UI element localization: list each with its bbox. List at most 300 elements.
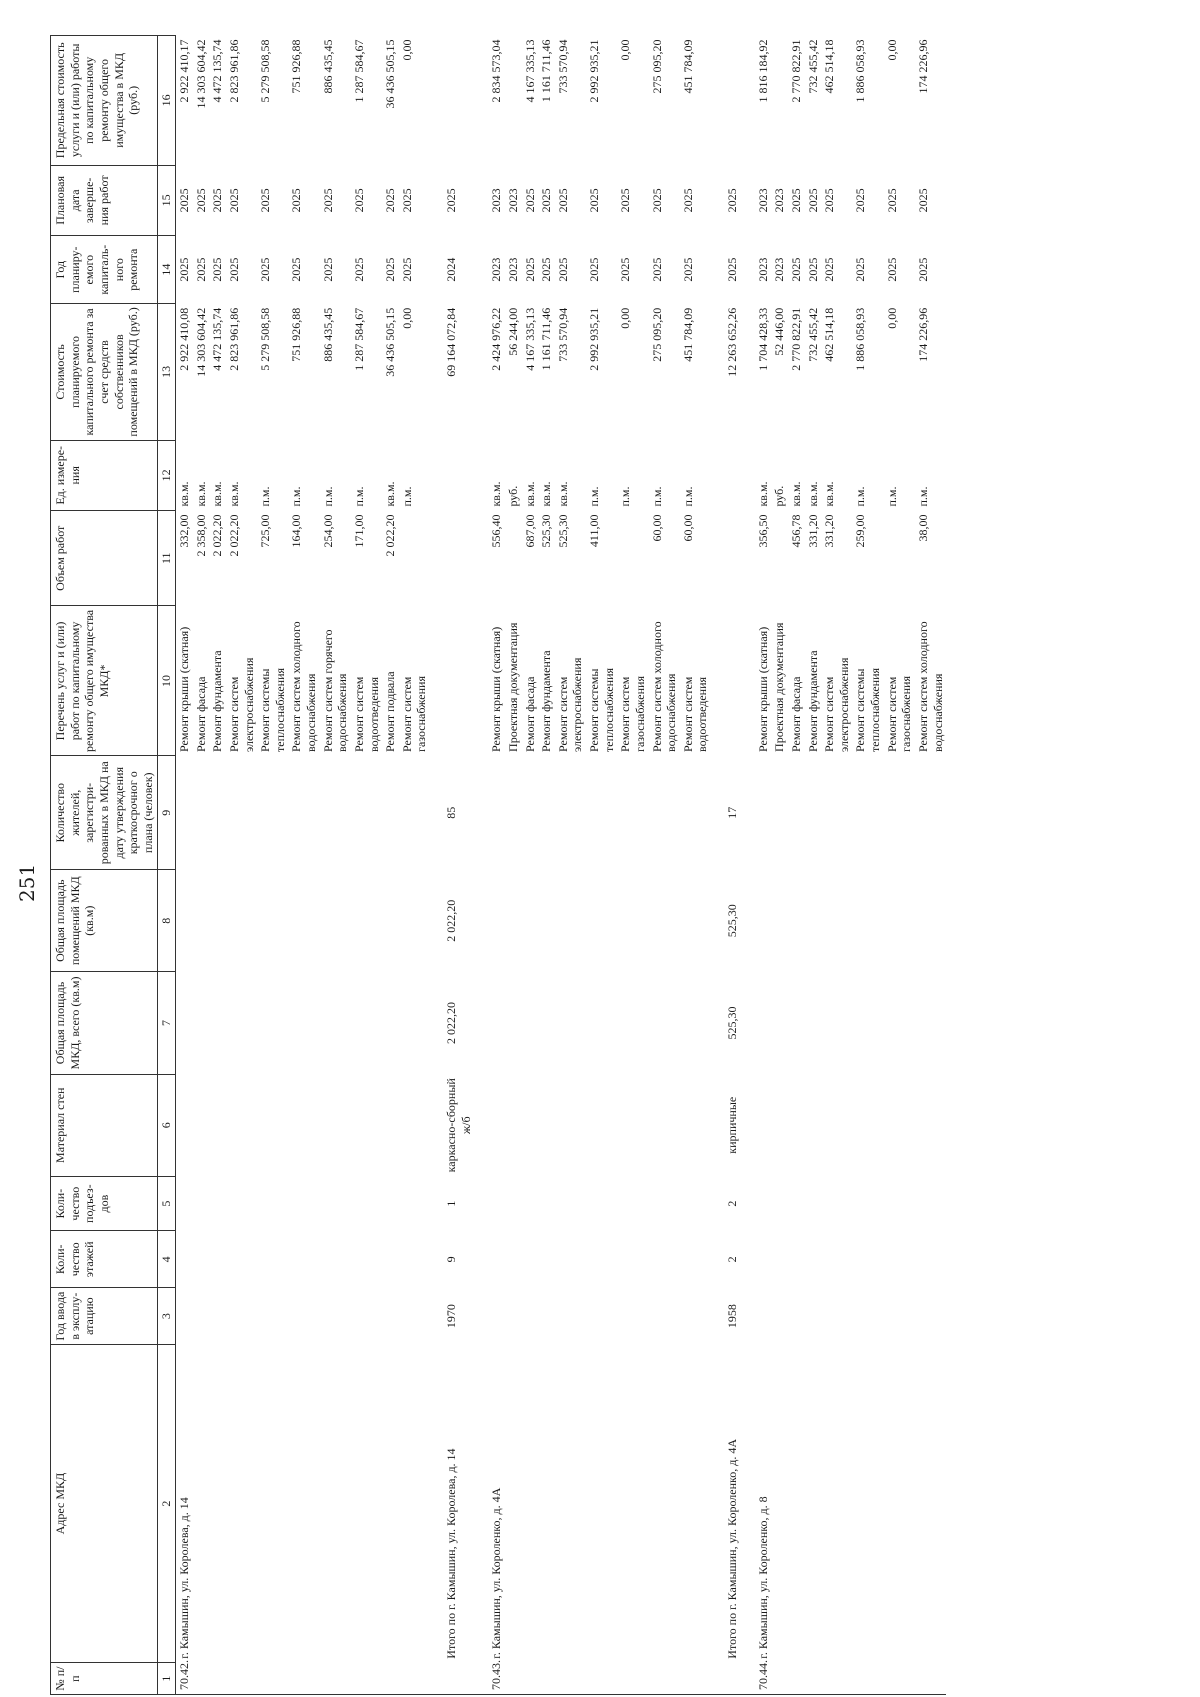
work-row	[915, 36, 946, 1695]
work-end: 2025	[822, 188, 837, 213]
work-name: Ремонт фасада	[788, 676, 803, 752]
work-volume: 2 022,20	[210, 514, 225, 557]
empty-cell	[193, 1074, 210, 1176]
row-number	[193, 1663, 210, 1695]
work-limit: 14 303 604,42	[193, 39, 208, 109]
work-limit	[505, 36, 522, 166]
address: г. Камышин, ул. Короленко, д. 4А	[489, 1487, 504, 1659]
empty-cell	[351, 1231, 382, 1288]
area-total: 525,30	[725, 1006, 739, 1040]
work-limit: 732 455,42	[805, 39, 820, 94]
work-volume: 725,00	[258, 514, 273, 548]
work-year: 2025	[226, 257, 241, 282]
work-cost: 36 436 505,15	[383, 307, 398, 377]
row-number	[788, 1663, 805, 1695]
work-row	[382, 36, 399, 1695]
empty-cell	[488, 1074, 505, 1176]
column-header: Объем работ	[51, 511, 158, 606]
spacer-cell	[474, 1345, 488, 1663]
empty-cell	[505, 1231, 522, 1288]
row-number	[382, 1663, 399, 1695]
rotated-page	[50, 35, 1190, 1695]
work-limit: 1 161 711,46	[539, 39, 554, 103]
spacer-cell	[741, 1345, 755, 1663]
empty-cell	[351, 1176, 382, 1231]
empty-cell	[788, 1231, 805, 1288]
work-unit: п.м.	[649, 486, 664, 507]
address	[852, 1345, 883, 1663]
work-end: 2025	[320, 188, 335, 213]
empty-cell	[505, 1176, 522, 1231]
work-volume: 556,40	[489, 514, 504, 548]
spacer-row	[741, 36, 755, 1695]
empty-cell	[257, 870, 288, 972]
work-unit: п.м.	[587, 486, 601, 507]
total-year: 2024	[444, 257, 458, 282]
column-header: Плановая дата заверше-ния работ	[51, 165, 158, 235]
work-volume: 2 022,20	[383, 514, 398, 557]
empty-cell	[226, 1288, 257, 1345]
work-year: 2023	[772, 257, 787, 282]
spacer-cell	[474, 236, 488, 304]
empty-cell	[884, 870, 915, 972]
work-volume: 259,00	[853, 514, 868, 548]
empty-cell	[488, 1176, 505, 1231]
empty-cell	[805, 1231, 822, 1288]
row-number	[805, 1663, 822, 1695]
work-unit: кв.м.	[555, 481, 570, 507]
empty-cell	[852, 1176, 883, 1231]
row-number	[288, 1663, 319, 1695]
work-cost: 174 226,96	[915, 307, 930, 362]
address	[884, 1345, 915, 1663]
work-limit: 0,00	[618, 39, 633, 61]
empty-cell	[288, 1231, 319, 1288]
spacer-cell	[741, 870, 755, 972]
empty-cell	[430, 1663, 474, 1695]
address	[788, 1345, 805, 1663]
empty-cell	[821, 870, 852, 972]
work-year: 2025	[210, 257, 225, 282]
row-number	[884, 1663, 915, 1695]
spacer-row	[474, 36, 488, 1695]
empty-cell	[771, 870, 788, 972]
work-year: 2025	[522, 257, 537, 282]
empty-cell	[399, 1288, 430, 1345]
work-year: 2025	[915, 257, 930, 282]
empty-cell	[522, 1288, 539, 1345]
empty-cell	[505, 1288, 522, 1345]
empty-cell	[382, 1231, 399, 1288]
empty-cell	[320, 1288, 351, 1345]
empty-cell	[399, 870, 430, 972]
empty-cell	[884, 1176, 915, 1231]
empty-cell	[193, 756, 210, 870]
work-name: Ремонт крыши (скатная)	[755, 626, 770, 752]
empty-cell	[351, 972, 382, 1074]
total-cost: 12 263 652,26	[725, 307, 739, 377]
work-unit: п.м.	[399, 486, 414, 507]
empty-cell	[788, 1074, 805, 1176]
work-cost: 4 472 135,74	[210, 307, 225, 371]
work-name: Ремонт системы теплоснабжения	[587, 667, 616, 752]
empty-cell	[288, 1176, 319, 1231]
work-limit: 1 886 058,93	[853, 39, 868, 103]
empty-cell	[680, 1231, 711, 1288]
work-unit: кв.м.	[177, 481, 191, 507]
column-header: Коли-чество этажей	[51, 1231, 158, 1288]
work-limit: 451 784,09	[680, 39, 695, 94]
work-cost: 56 244,00	[505, 307, 520, 356]
address	[522, 1345, 539, 1663]
work-unit: кв.м.	[522, 481, 537, 507]
empty-cell	[382, 972, 399, 1074]
spacer-cell	[474, 1663, 488, 1695]
year-built: 1958	[725, 1304, 739, 1329]
spacer-cell	[474, 36, 488, 166]
empty-cell	[320, 1074, 351, 1176]
empty-cell	[852, 1288, 883, 1345]
empty-cell	[538, 1176, 555, 1231]
work-name: Ремонт крыши (скатная)	[489, 626, 504, 752]
empty-cell	[649, 756, 680, 870]
work-volume: 332,00	[177, 514, 191, 548]
column-header: Год планиру-емого капиталь-ного ремонта	[51, 236, 158, 304]
empty-cell	[320, 972, 351, 1074]
empty-cell	[680, 1074, 711, 1176]
empty-cell	[351, 1288, 382, 1345]
work-name: Ремонт систем газоснабжения	[884, 676, 914, 752]
work-year: 2023	[755, 257, 770, 282]
column-header: Количество жителей, зарегистри-рованных в МКД на дату утверждения краткосрочног о плана (человек)	[51, 756, 158, 870]
empty-cell	[538, 1074, 555, 1176]
address: г. Камышин, ул. Королева, д. 14	[177, 1497, 191, 1659]
empty-cell	[755, 1288, 772, 1345]
work-year: 2023	[505, 257, 520, 282]
spacer-cell	[741, 304, 755, 440]
empty-cell	[555, 1176, 586, 1231]
work-volume: 60,00	[680, 514, 695, 542]
empty-cell	[226, 1176, 257, 1231]
empty-cell	[915, 1231, 946, 1288]
column-number: 2	[158, 1345, 176, 1663]
work-row	[505, 36, 522, 1695]
work-year: 2025	[680, 257, 695, 282]
empty-cell	[505, 756, 522, 870]
spacer-cell	[474, 1231, 488, 1288]
empty-cell	[555, 1288, 586, 1345]
work-year: 2025	[805, 257, 820, 282]
work-year: 2025	[822, 257, 837, 282]
work-row	[288, 36, 319, 1695]
work-unit: кв.м.	[193, 481, 208, 507]
column-header: Общая площадь помещений МКД (кв.м)	[51, 870, 158, 972]
work-volume: 456,78	[788, 514, 803, 548]
work-end: 2025	[351, 188, 366, 213]
empty-cell	[399, 756, 430, 870]
work-row	[884, 36, 915, 1695]
empty-cell	[505, 870, 522, 972]
work-end: 2025	[618, 188, 633, 213]
empty-cell	[915, 870, 946, 972]
empty-cell	[771, 756, 788, 870]
empty-cell	[586, 1231, 617, 1288]
empty-cell	[176, 1074, 193, 1176]
empty-cell	[915, 1176, 946, 1231]
empty-cell	[351, 1074, 382, 1176]
row-number	[351, 1663, 382, 1695]
work-cost: 2 922 410,08	[177, 307, 191, 371]
empty-cell	[805, 1074, 822, 1176]
column-header: Общая площадь МКД, всего (кв.м)	[51, 972, 158, 1074]
work-limit: 733 570,94	[555, 39, 570, 94]
work-unit: п.м.	[351, 486, 366, 507]
row-number	[617, 1663, 648, 1695]
work-volume	[617, 511, 648, 606]
work-cost: 1 287 584,67	[351, 307, 366, 371]
work-year: 2025	[193, 257, 208, 282]
work-unit: руб.	[772, 485, 787, 507]
empty-cell	[788, 870, 805, 972]
address	[680, 1345, 711, 1663]
column-number: 9	[158, 756, 176, 870]
work-year: 2025	[587, 257, 601, 282]
empty-cell	[884, 1288, 915, 1345]
address	[821, 1345, 852, 1663]
row-number	[209, 1663, 226, 1695]
total-label: Итого по г. Камышин, ул. Королева, д. 14	[444, 1448, 458, 1659]
work-cost: 52 446,00	[772, 307, 787, 356]
work-volume: 164,00	[289, 514, 304, 548]
empty-cell	[351, 870, 382, 972]
entrances: 2	[725, 1200, 739, 1207]
empty-cell	[505, 1074, 522, 1176]
work-unit: кв.м.	[539, 481, 554, 507]
work-limit: 2 834 573,04	[489, 39, 504, 103]
work-volume	[884, 511, 915, 606]
empty-cell	[288, 972, 319, 1074]
empty-cell	[915, 1074, 946, 1176]
work-year: 2025	[788, 257, 803, 282]
work-row	[399, 36, 430, 1695]
work-name: Ремонт фасада	[522, 676, 537, 752]
work-year: 2025	[177, 257, 191, 282]
work-volume: 411,00	[587, 514, 601, 548]
column-number: 5	[158, 1176, 176, 1231]
address	[805, 1345, 822, 1663]
work-limit: 2 992 935,21	[587, 39, 601, 103]
empty-cell	[320, 1176, 351, 1231]
year-built: 1970	[444, 1304, 458, 1329]
empty-cell	[209, 756, 226, 870]
empty-cell	[209, 972, 226, 1074]
column-number: 11	[158, 511, 176, 606]
empty-cell	[555, 870, 586, 972]
work-volume: 331,20	[822, 514, 837, 548]
spacer-cell	[741, 165, 755, 235]
row-number	[586, 1663, 617, 1695]
empty-cell	[288, 870, 319, 972]
row-number	[505, 1663, 522, 1695]
empty-cell	[382, 756, 399, 870]
spacer-cell	[474, 756, 488, 870]
empty-cell	[226, 1074, 257, 1176]
work-end: 2025	[177, 188, 191, 213]
empty-cell	[755, 756, 772, 870]
work-volume: 2 358,00	[193, 514, 208, 557]
work-name: Ремонт систем электроснабжения	[822, 657, 851, 752]
empty-cell	[711, 440, 741, 510]
empty-cell	[915, 756, 946, 870]
empty-cell	[226, 1231, 257, 1288]
empty-cell	[649, 1074, 680, 1176]
spacer-cell	[474, 1288, 488, 1345]
work-row	[209, 36, 226, 1695]
empty-cell	[617, 1288, 648, 1345]
work-name: Ремонт фундамента	[210, 650, 225, 752]
work-limit: 0,00	[399, 39, 414, 61]
work-year: 2025	[618, 257, 633, 282]
work-unit: кв.м.	[788, 481, 803, 507]
empty-cell	[821, 1074, 852, 1176]
address	[915, 1345, 946, 1663]
work-year: 2025	[383, 257, 398, 282]
work-cost: 2 770 822,91	[788, 307, 803, 371]
work-end: 2023	[755, 188, 770, 213]
work-end: 2025	[522, 188, 537, 213]
work-row	[649, 36, 680, 1695]
work-end: 2025	[805, 188, 820, 213]
work-unit: п.м.	[884, 486, 899, 507]
work-row	[586, 36, 617, 1695]
floors: 2	[725, 1256, 739, 1263]
work-end: 2023	[505, 188, 520, 213]
work-year: 2025	[853, 257, 868, 282]
address	[555, 1345, 586, 1663]
empty-cell	[821, 756, 852, 870]
address	[209, 1345, 226, 1663]
address	[288, 1345, 319, 1663]
empty-cell	[488, 1231, 505, 1288]
column-number: 7	[158, 972, 176, 1074]
work-name: Ремонт систем электроснабжения	[555, 657, 585, 752]
work-limit: 2 823 961,86	[226, 39, 241, 103]
empty-cell	[555, 972, 586, 1074]
empty-cell	[538, 756, 555, 870]
address	[257, 1345, 288, 1663]
work-unit: кв.м.	[210, 481, 225, 507]
empty-cell	[852, 1231, 883, 1288]
empty-cell	[755, 1176, 772, 1231]
work-unit: п.м.	[680, 486, 695, 507]
work-limit: 886 435,45	[320, 39, 335, 94]
empty-cell	[382, 870, 399, 972]
row-number	[852, 1663, 883, 1695]
work-year: 2025	[399, 257, 414, 282]
header-row	[51, 36, 158, 1695]
empty-cell	[852, 972, 883, 1074]
work-cost: 14 303 604,42	[193, 307, 208, 377]
work-name: Ремонт крыши (скатная)	[177, 626, 191, 752]
empty-cell	[755, 972, 772, 1074]
work-unit: п.м.	[915, 486, 930, 507]
empty-cell	[226, 870, 257, 972]
spacer-cell	[474, 1074, 488, 1176]
spacer-cell	[741, 36, 755, 166]
empty-cell	[788, 1288, 805, 1345]
row-number	[680, 1663, 711, 1695]
work-end: 2025	[539, 188, 554, 213]
empty-cell	[257, 1231, 288, 1288]
work-end: 2023	[489, 188, 504, 213]
column-header: Адрес МКД	[51, 1345, 158, 1663]
work-name: Ремонт систем холодного водоснабжения	[915, 621, 945, 752]
spacer-cell	[741, 440, 755, 510]
column-number: 1	[158, 1663, 176, 1695]
work-row	[522, 36, 539, 1695]
empty-cell	[209, 870, 226, 972]
work-row	[805, 36, 822, 1695]
work-end: 2025	[884, 188, 899, 213]
work-volume	[399, 511, 430, 606]
spacer-cell	[741, 511, 755, 606]
work-name: Ремонт систем горячего водоснабжения	[320, 629, 350, 752]
empty-cell	[430, 511, 474, 606]
empty-cell	[488, 972, 505, 1074]
repair-plan-table	[50, 35, 946, 1695]
empty-cell	[555, 1231, 586, 1288]
empty-cell	[488, 1288, 505, 1345]
work-volume: 687,00	[522, 514, 537, 548]
empty-cell	[617, 756, 648, 870]
spacer-cell	[474, 1176, 488, 1231]
empty-cell	[176, 870, 193, 972]
spacer-cell	[474, 165, 488, 235]
spacer-cell	[741, 1663, 755, 1695]
empty-cell	[176, 972, 193, 1074]
spacer-cell	[474, 972, 488, 1074]
work-row	[555, 36, 586, 1695]
empty-cell	[649, 1288, 680, 1345]
empty-cell	[884, 1231, 915, 1288]
spacer-cell	[474, 440, 488, 510]
work-year: 2023	[489, 257, 504, 282]
work-end: 2025	[555, 188, 570, 213]
work-row	[257, 36, 288, 1695]
empty-cell	[821, 972, 852, 1074]
work-limit: 4 167 335,13	[522, 39, 537, 103]
work-year: 2025	[351, 257, 366, 282]
empty-cell	[320, 1231, 351, 1288]
work-cost: 751 926,88	[289, 307, 304, 362]
empty-cell	[884, 972, 915, 1074]
column-number: 13	[158, 304, 176, 440]
spacer-cell	[741, 606, 755, 756]
empty-cell	[821, 1231, 852, 1288]
empty-cell	[680, 870, 711, 972]
work-volume: 525,30	[539, 514, 554, 548]
work-end: 2025	[193, 188, 208, 213]
address	[382, 1345, 399, 1663]
empty-cell	[680, 972, 711, 1074]
work-unit: кв.м.	[383, 481, 398, 507]
empty-cell	[257, 1176, 288, 1231]
spacer-cell	[474, 870, 488, 972]
empty-cell	[320, 756, 351, 870]
empty-cell	[209, 1074, 226, 1176]
empty-cell	[430, 606, 474, 756]
work-name: Ремонт систем водоотведения	[351, 676, 381, 752]
